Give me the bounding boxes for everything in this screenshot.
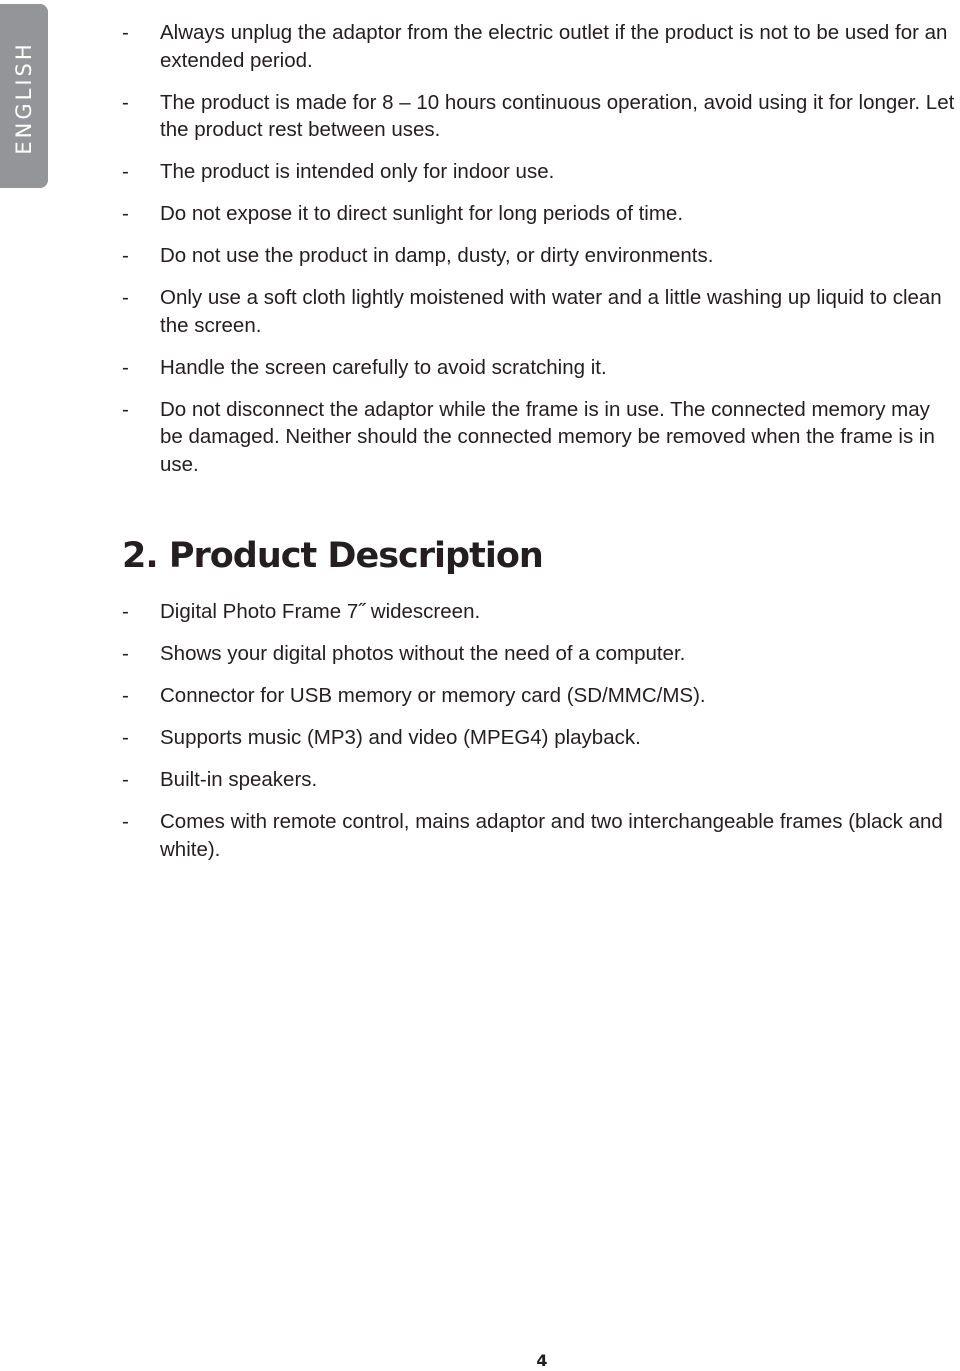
safety-list: [120, 19, 958, 478]
list-item: [120, 766, 958, 794]
list-item: [120, 640, 958, 668]
bullet-dash: -: [122, 684, 129, 707]
bullet-dash: -: [122, 642, 129, 665]
bullet-dash: -: [122, 160, 129, 183]
list-item-text: Built-in speakers.: [160, 768, 318, 791]
bullet-dash: -: [122, 397, 129, 421]
list-item-text: Shows your digital photos without the need of a computer.: [160, 642, 686, 665]
product-description-list: [120, 598, 958, 863]
list-item: [120, 158, 958, 186]
list-item: [120, 354, 958, 382]
list-item-text: Always unplug the adaptor from the electric outlet if the product is not to be used for an extended period.: [160, 21, 948, 72]
bullet-dash: -: [122, 90, 129, 114]
list-item-text: Only use a soft cloth lightly moistened with water and a little washing up liquid to clean the screen.: [160, 286, 942, 337]
list-item: [120, 284, 958, 339]
list-item-text: Connector for USB memory or memory card (SD/MMC/MS).: [160, 684, 706, 707]
bullet-dash: -: [122, 244, 129, 267]
list-item: [120, 396, 958, 479]
bullet-dash: -: [122, 810, 129, 833]
list-item: [120, 682, 958, 710]
list-item-text: Supports music (MP3) and video (MPEG4) playback.: [160, 726, 641, 749]
list-item: [120, 19, 958, 74]
list-item: [120, 808, 958, 863]
list-item-text: Do not expose it to direct sunlight for long periods of time.: [160, 202, 684, 225]
bullet-dash: -: [122, 600, 129, 623]
page-number: 4: [536, 1351, 548, 1370]
list-item-text: Digital Photo Frame 7˝ widescreen.: [160, 600, 481, 623]
bullet-dash: -: [122, 726, 129, 749]
list-item-text: Comes with remote control, mains adaptor and two interchangeable frames (black and white).: [160, 810, 943, 861]
list-item: [120, 242, 958, 270]
list-item-text: Handle the screen carefully to avoid scratching it.: [160, 355, 607, 379]
bullet-dash: -: [122, 202, 129, 225]
list-item: [120, 89, 958, 144]
section-heading: 2. Product Description: [122, 536, 543, 576]
list-item-text: The product is intended only for indoor use.: [160, 160, 555, 183]
language-tab-label: ENGLISH: [12, 41, 36, 155]
page-content: [120, 19, 958, 878]
list-item: [120, 724, 958, 752]
list-item-text: Do not disconnect the adaptor while the frame is in use. The connected memory may be damaged. Neither should the connected memory be removed when the frame is in use.: [160, 397, 935, 476]
bullet-dash: -: [122, 21, 129, 44]
list-item-text: Do not use the product in damp, dusty, or dirty environments.: [160, 244, 714, 267]
list-item-text: The product is made for 8 – 10 hours continuous operation, avoid using it for longer. Let the product rest between uses.: [160, 90, 955, 141]
bullet-dash: -: [122, 768, 129, 791]
language-tab: [0, 4, 48, 188]
bullet-dash: -: [122, 286, 129, 309]
list-item: [120, 598, 958, 626]
list-item: [120, 200, 958, 228]
bullet-dash: -: [122, 355, 129, 379]
